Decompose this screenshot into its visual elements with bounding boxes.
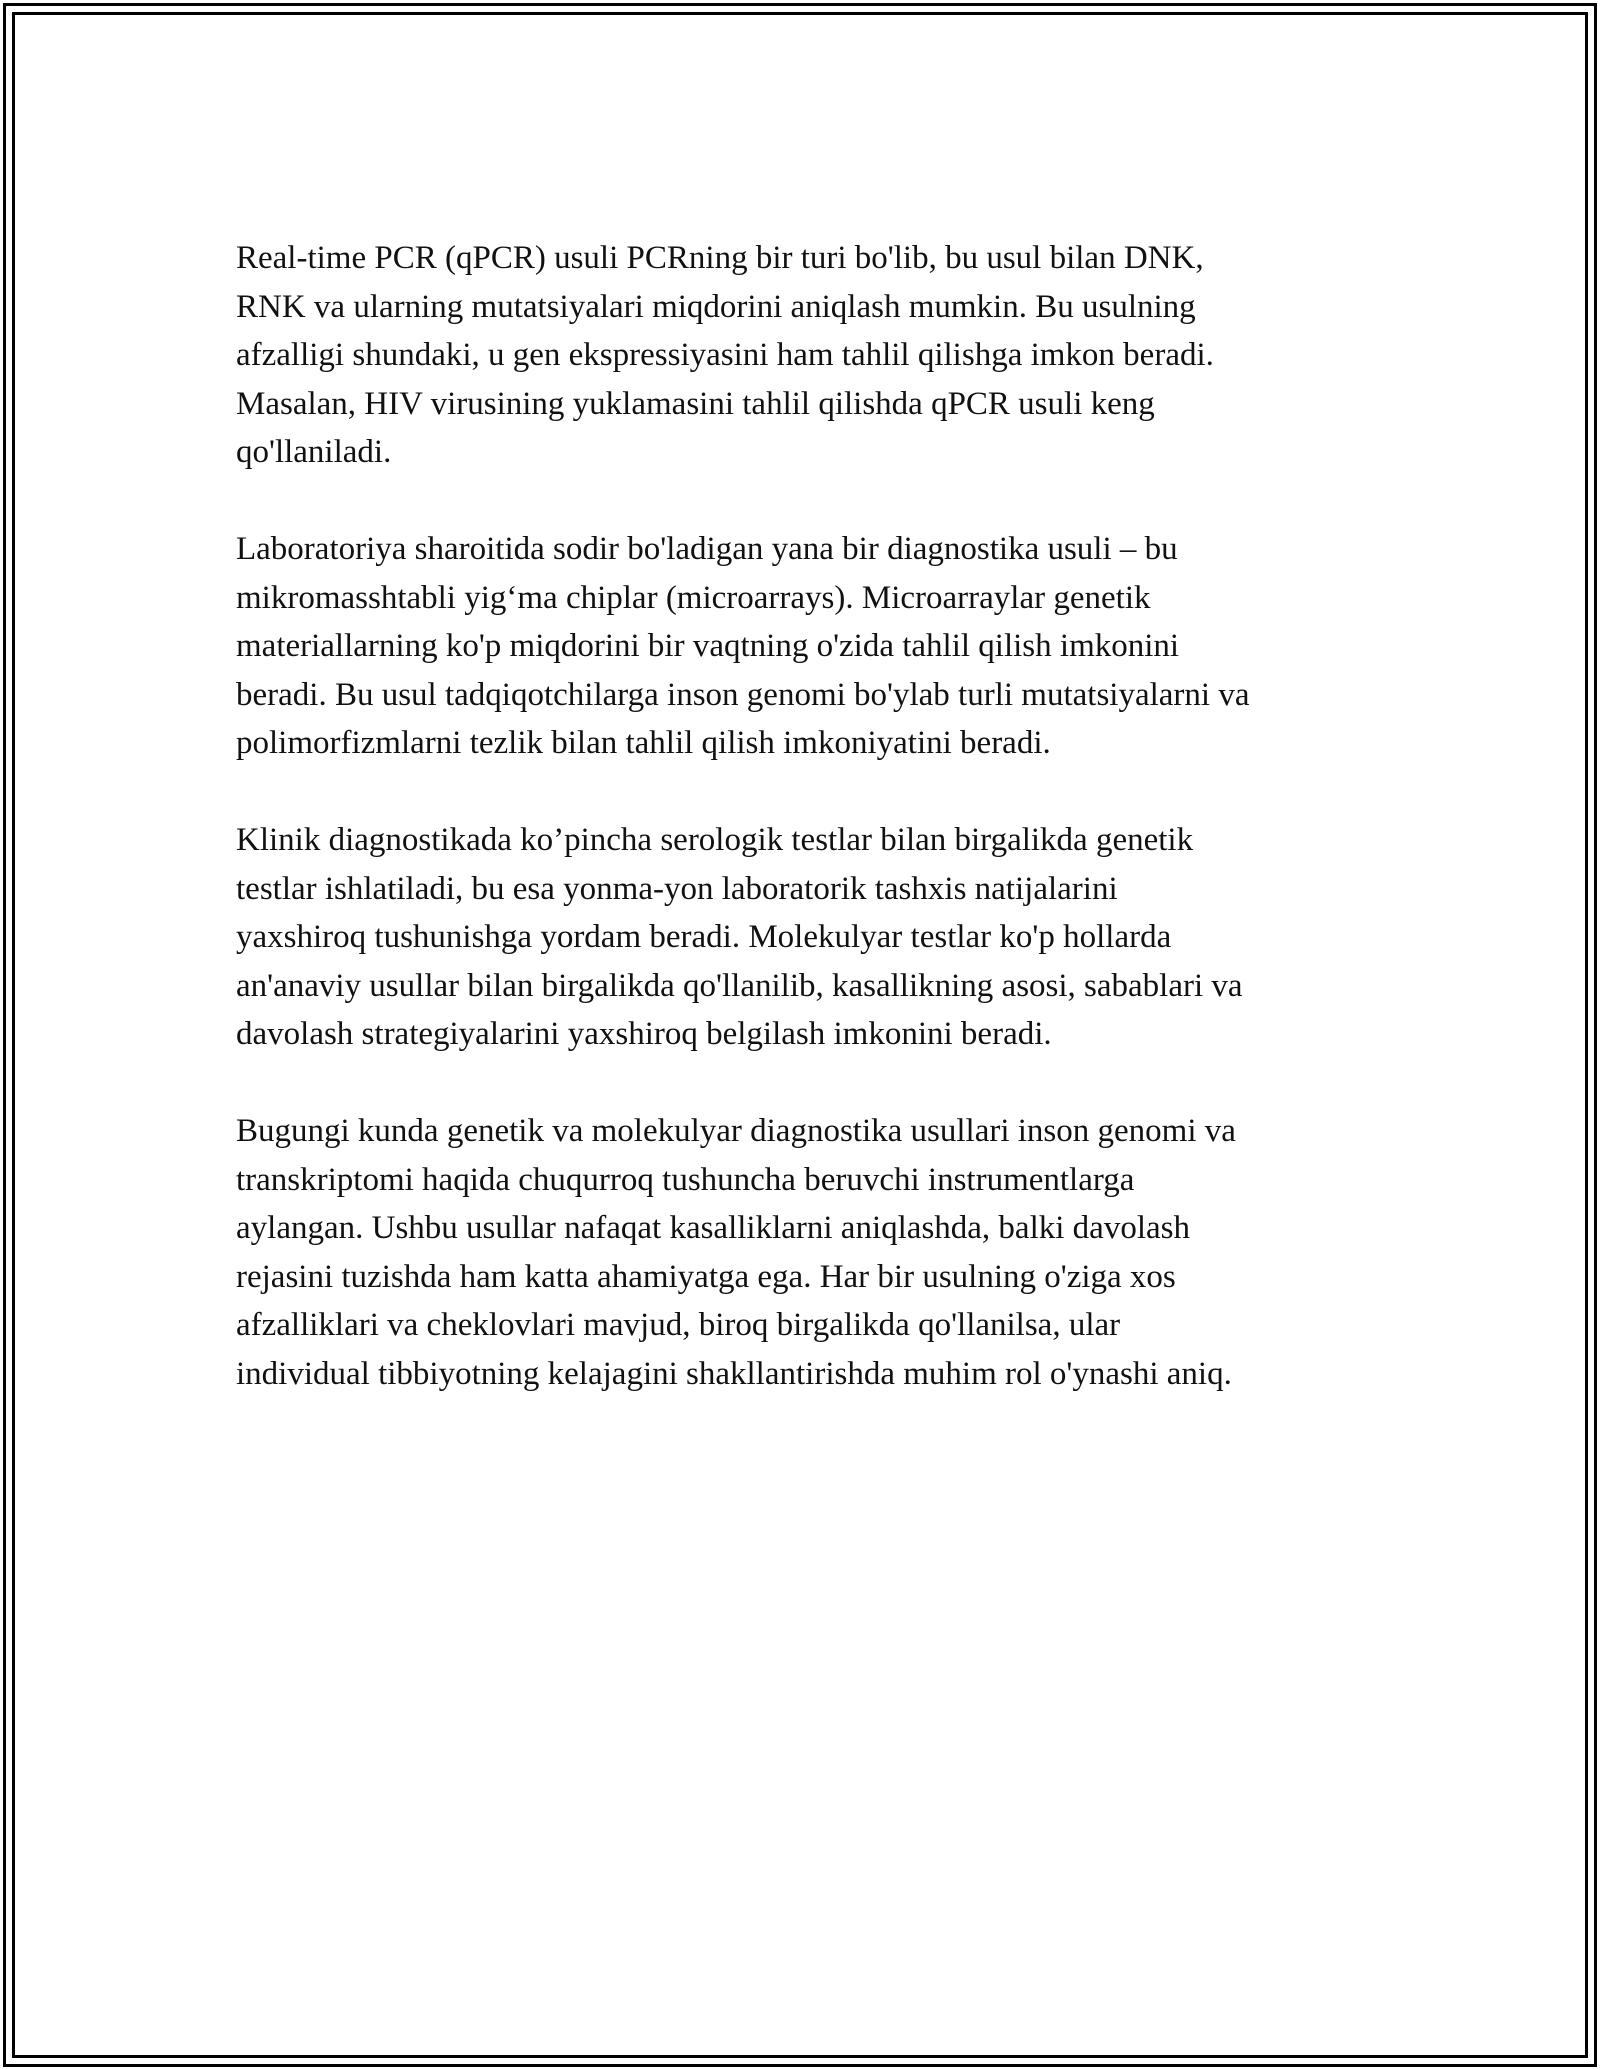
- paragraph-clinical-diagnostics: Klinik diagnostikada ko’pincha serologik testlar bilan birgalikda genetik testlar ishlatiladi, bu esa yonma-yon laboratorik tashxis natijalarini yaxshiroq tushunishga yordam beradi. Molekulyar testlar ko'p hollarda an'anaviy usullar bilan birgalikda qo'llanilib, kasallikning asosi, sabablari va davolash strategiyalarini yaxshiroq belgilash imkonini beradi.: [236, 822, 1243, 1052]
- paragraph-current-methods: Bugungi kunda genetik va molekulyar diagnostika usullari inson genomi va transkriptomi haqida chuqurroq tushuncha beruvchi instrumentlarga aylangan. Ushbu usullar nafaqat kasalliklarni aniqlashda, balki davolash rejasini tuzishda ham katta ahamiyatga ega. Har bir usulning o'ziga xos afzalliklari va cheklovlari mavjud, biroq birgalikda qo'llanilsa, ular individual tibbiyotning kelajagini shakllantirishda muhim rol o'ynashi aniq.: [236, 1113, 1236, 1392]
- paragraph-qpcr: Real-time PCR (qPCR) usuli PCRning bir turi bo'lib, bu usul bilan DNK, RNK va ularning mutatsiyalari miqdorini aniqlash mumkin. Bu usulning afzalligi shundaki, u gen ekspressiyasini ham tahlil qilishga imkon beradi. Masalan, HIV virusining yuklamasini tahlil qilishda qPCR usuli keng qo'llaniladi.: [236, 240, 1214, 470]
- document-body: [236, 234, 1376, 1447]
- paragraph-microarrays: Laboratoriya sharoitida sodir bo'ladigan yana bir diagnostika usuli – bu mikromasshtabli yig‘ma chiplar (microarrays). Microarraylar genetik materiallarning ko'p miqdorini bir vaqtning o'zida tahlil qilish imkonini beradi. Bu usul tadqiqotchilarga inson genomi bo'ylab turli mutatsiyalarni va polimorfizmlarni tezlik bilan tahlil qilish imkoniyatini beradi.: [236, 531, 1250, 761]
